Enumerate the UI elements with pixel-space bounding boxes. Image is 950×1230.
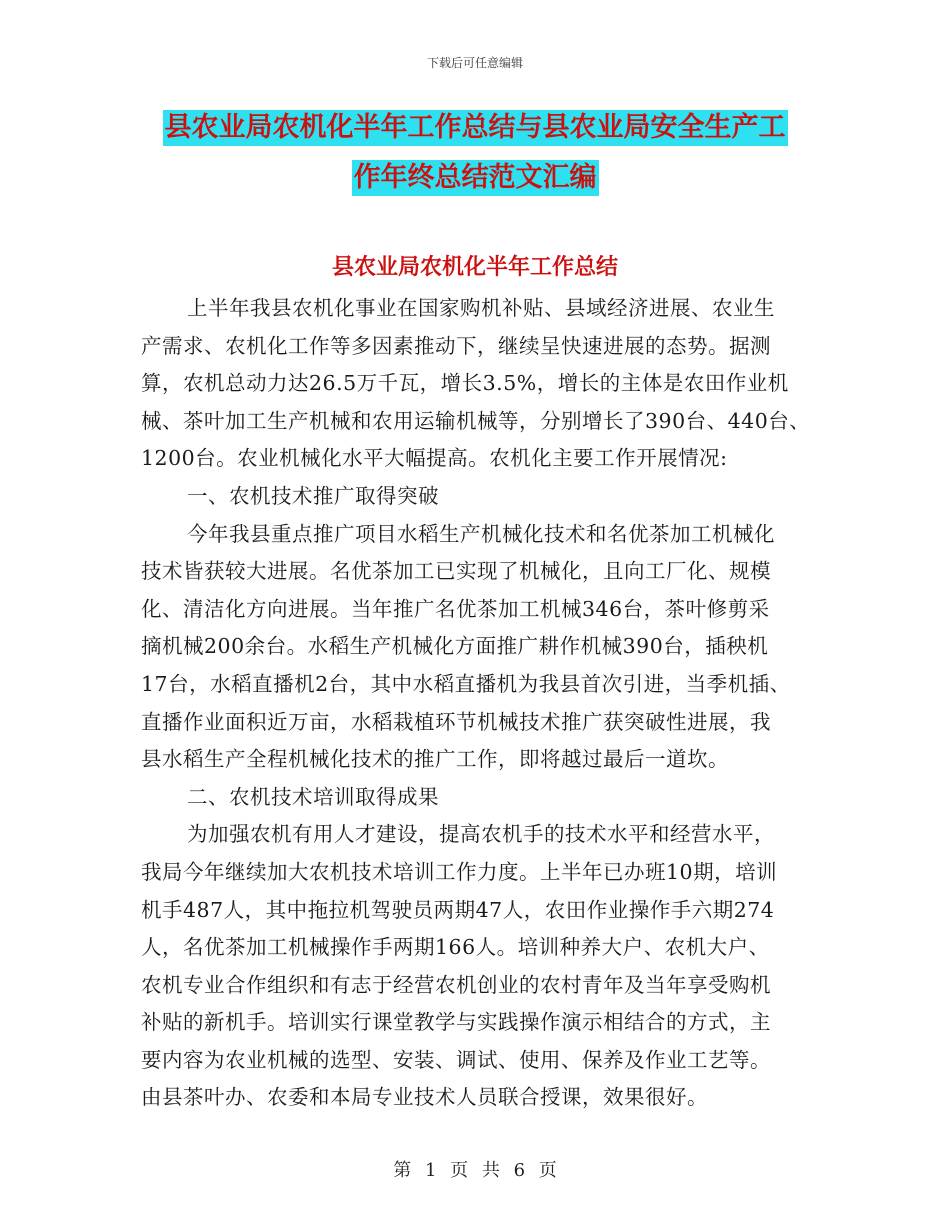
body-line: 县水稻生产全程机械化技术的推广工作，即将越过最后一道坎。 [141, 747, 729, 772]
body-line: 人，名优茶加工机械操作手两期166人。培训种养大户、农机大户、 [141, 935, 770, 960]
body-line: 化、清洁化方向进展。当年推广名优茶加工机械346台，茶叶修剪采 [141, 596, 770, 621]
body-line: 17台，水稻直播机2台，其中水稻直播机为我县首次引进，当季机插、 [141, 671, 791, 696]
body-line: 要内容为农业机械的选型、安装、调试、使用、保养及作业工艺等。 [141, 1047, 771, 1072]
document-title [0, 110, 950, 210]
subheading-1: 一、农机技术推广取得突破 [187, 483, 439, 508]
body-line: 1200台。农业机械化水平大幅提高。农机化主要工作开展情况: [141, 446, 728, 471]
document-title-line-1: 县农业局农机化半年工作总结与县农业局安全生产工 [163, 110, 788, 146]
body-line: 产需求、农机化工作等多因素推动下，继续呈快速进展的态势。据测 [141, 333, 771, 358]
document-title-line-2: 作年终总结范文汇编 [352, 160, 599, 196]
page-footer: 第 1 页 共 6 页 [393, 1160, 557, 1181]
body-line: 农机专业合作组织和有志于经营农机创业的农村青年及当年享受购机 [141, 972, 771, 997]
body-line: 算，农机总动力达26.5万千瓦，增长3.5%，增长的主体是农田作业机 [141, 371, 789, 396]
header-note: 下载后可任意编辑 [426, 56, 523, 70]
subheading-2: 二、农机技术培训取得成果 [187, 784, 439, 809]
section-title: 县农业局农机化半年工作总结 [331, 255, 618, 280]
body-line: 技术皆获较大进展。名优茶加工已实现了机械化，且向工厂化、规模 [141, 559, 771, 584]
body-line: 械、茶叶加工生产机械和农用运输机械等，分别增长了390台、440台、 [141, 408, 811, 433]
body-line: 为加强农机有用人才建设，提高农机手的技术水平和经营水平， [187, 822, 775, 847]
body-line: 上半年我县农机化事业在国家购机补贴、县域经济进展、农业生 [187, 296, 775, 320]
body-line: 由县茶叶办、农委和本局专业技术人员联合授课，效果很好。 [141, 1085, 708, 1110]
body-line: 今年我县重点推广项目水稻生产机械化技术和名优茶加工机械化 [187, 521, 775, 546]
body-line: 摘机械200余台。水稻生产机械化方面推广耕作机械390台，插秧机 [141, 634, 769, 659]
body-line: 直播作业面积近万亩，水稻栽植环节机械技术推广获突破性进展，我 [141, 709, 771, 734]
body-line: 我局今年继续加大农机技术培训工作力度。上半年已办班10期，培训 [141, 859, 778, 884]
document-body [141, 290, 821, 1117]
body-line: 机手487人，其中拖拉机驾驶员两期47人，农田作业操作手六期274 [141, 897, 775, 922]
body-line: 补贴的新机手。培训实行课堂教学与实践操作演示相结合的方式，主 [141, 1010, 771, 1035]
